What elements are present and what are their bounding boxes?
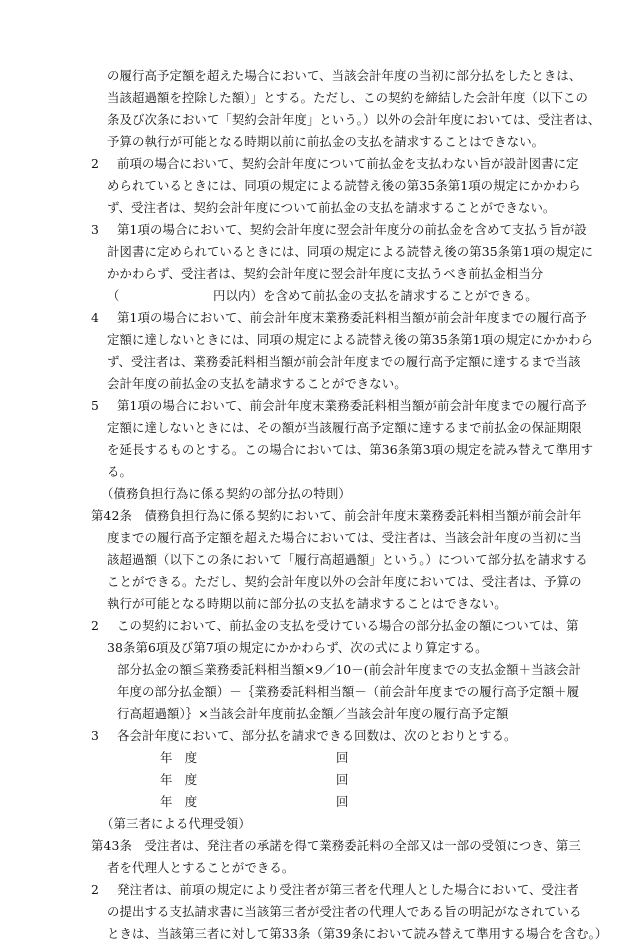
count-label: 回: [336, 794, 349, 809]
item-number: 4: [91, 310, 99, 325]
count-label: 回: [336, 772, 349, 787]
year-label: 年 度: [160, 750, 198, 765]
text-line: 定額に達しないときには、同項の規定による読替え後の第35条第1項の規定にかかわら: [107, 332, 594, 347]
item-number: 2: [91, 882, 99, 897]
text-line: ことができる。ただし、契約会計年度以外の会計年度においては、受注者は、予算の: [107, 574, 582, 589]
item-number: 2: [91, 156, 99, 171]
text-line: の履行高予定額を超えた場合において、当該会計年度の当初に部分払をしたときは、: [107, 68, 582, 83]
formula-line: 行高超過額）｝×当該会計年度前払金額／当該会計年度の履行高予定額: [117, 706, 509, 721]
text-line: る。: [107, 464, 132, 479]
item-number: 3: [91, 222, 99, 237]
text-line: ときは、当該第三者に対して第33条（第39条において読み替えて準用する場合を含む。）: [107, 926, 608, 941]
item-number: 2: [91, 618, 99, 633]
text-line: 該超過額（以下この条において「履行高超過額」という。）について部分払を請求する: [107, 552, 588, 567]
text-line: 発注者は、前項の規定により受注者が第三者を代理人とした場合において、受注者: [117, 882, 579, 897]
section-heading: （第三者による代理受領）: [101, 816, 251, 831]
text-line: 当該超過額を控除した額）」とする。ただし、この契約を締結した会計年度（以下この: [107, 90, 588, 105]
text-line: 前項の場合において、契約会計年度について前払金を支払わない旨が設計図書に定: [117, 156, 579, 171]
text-line: この契約において、前払金の支払を受けている場合の部分払金の額については、第: [117, 618, 579, 633]
count-label: 回: [336, 750, 349, 765]
text-line: 条及び次条において「契約会計年度」という。）以外の会計年度においては、受注者は、: [107, 112, 601, 127]
text-line: 各会計年度において、部分払を請求できる回数は、次のとおりとする。: [117, 728, 517, 743]
item-number: 3: [91, 728, 99, 743]
text-line: を延長するものとする。この場合においては、第36条第3項の規定を読み替えて準用す: [107, 442, 594, 457]
text-line: 計図書に定められているときには、同項の規定による読替え後の第35条第1項の規定に: [107, 244, 594, 259]
text-line: 円以内）を含めて前払金の支払を請求することができる。: [213, 288, 538, 303]
text-line: （: [107, 288, 120, 303]
year-label: 年 度: [160, 772, 198, 787]
text-line: 38条第6項及び第7項の規定にかかわらず、次の式により算定する。: [107, 640, 488, 655]
text-line: 会計年度の前払金の支払を請求することができない。: [107, 376, 407, 391]
article-line: 第42条 債務負担行為に係る契約において、前会計年度末業務委託料相当額が前会計年: [91, 508, 582, 523]
text-line: 度までの履行高予定額を超えた場合においては、受注者は、当該会計年度の当初に当: [107, 530, 582, 545]
text-line: 予算の執行が可能となる時期以前に前払金の支払を請求することはできない。: [107, 134, 545, 149]
text-line: 第1項の場合において、契約会計年度に翌会計年度分の前払金を含めて支払う旨が設: [117, 222, 587, 237]
item-number: 5: [91, 398, 99, 413]
text-line: められているときには、同項の規定による読替え後の第35条第1項の規定にかかわら: [107, 178, 581, 193]
text-line: 執行が可能となる時期以前に部分払の支払を請求することはできない。: [107, 596, 507, 611]
formula-line: 年度の部分払金額）－｛業務委託料相当額－（前会計年度までの履行高予定額＋履: [117, 684, 580, 699]
text-line: ず、受注者は、契約会計年度について前払金の支払を請求することができない。: [107, 200, 556, 215]
section-heading: （債務負担行為に係る契約の部分払の特則）: [101, 486, 351, 501]
text-line: かかわらず、受注者は、契約会計年度に翌会計年度に支払うべき前払金相当分: [107, 266, 544, 281]
text-line: ず、受注者は、業務委託料相当額が前会計年度までの履行高予定額に達するまで当該: [107, 354, 581, 369]
formula-line: 部分払金の額≦業務委託料相当額×9／10－(前会計年度までの支払金額＋当該会計: [117, 662, 582, 677]
year-label: 年 度: [160, 794, 198, 809]
text-line: の提出する支払請求書に当該第三者が受注者の代理人である旨の明記がなされている: [107, 904, 582, 919]
text-line: 者を代理人とすることができる。: [107, 860, 295, 875]
text-line: 第1項の場合において、前会計年度末業務委託料相当額が前会計年度までの履行高予: [117, 310, 587, 325]
text-line: 定額に達しないときには、その額が当該履行高予定額に達するまで前払金の保証期限: [107, 420, 582, 435]
text-line: 第1項の場合において、前会計年度末業務委託料相当額が前会計年度までの履行高予: [117, 398, 587, 413]
article-line: 第43条 受注者は、発注者の承諾を得て業務委託料の全部又は一部の受領につき、第三: [91, 838, 581, 853]
